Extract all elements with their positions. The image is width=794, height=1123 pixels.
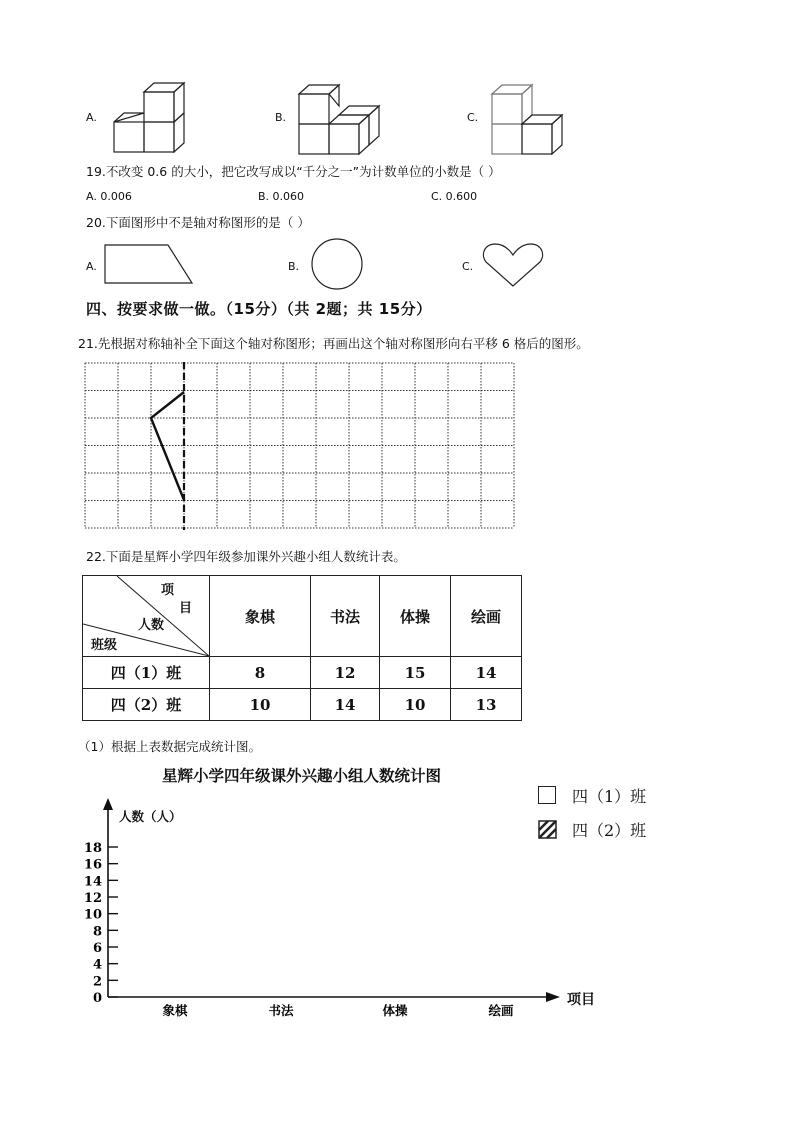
y-tick-label: 14: [83, 874, 102, 890]
y-axis-label: 人数（人）: [119, 809, 182, 824]
trapezoid-icon: [100, 240, 195, 290]
x-category-label: 绘画: [488, 1003, 514, 1018]
legend-label-class1: 四（1）班: [572, 787, 647, 806]
q21-dotted-grid: [82, 360, 522, 532]
y-tick-label: 0: [92, 991, 102, 1006]
x-category-label: 体操: [382, 1003, 408, 1018]
q19-option-b: B. 0.060: [258, 190, 305, 203]
q22-question: 22.下面是星辉小学四年级参加课外兴趣小组人数统计表。: [86, 549, 406, 564]
y-tick-label: 10: [83, 907, 102, 923]
table-cell: 13: [451, 689, 522, 721]
table-header-cell: 象棋: [210, 576, 311, 657]
q18-option-c-cubes-icon: [487, 80, 572, 155]
section-heading: 四、按要求做一做。（15分）（共 2题；共 15分）: [86, 300, 432, 318]
q18-option-a-cubes-icon: [110, 80, 200, 155]
y-tick-label: 16: [83, 857, 102, 873]
q19-option-a: A. 0.006: [86, 190, 132, 203]
q20-option-b: B.: [288, 260, 300, 273]
x-category-label: 书法: [268, 1003, 294, 1018]
circle-icon: [306, 236, 368, 292]
q19-option-c: C. 0.600: [431, 190, 478, 203]
table-header-cell: 书法: [311, 576, 380, 657]
table-cell: 10: [380, 689, 451, 721]
q19-question: 19.不改变 0.6 的大小，把它改写成以“千分之一”为计数单位的小数是（ ）: [86, 164, 501, 179]
q18-option-b-cubes-icon: [294, 80, 394, 155]
corner-label-banji: 班级: [91, 638, 118, 653]
q18-option-c-label: C.: [467, 111, 479, 124]
table-cell: 14: [451, 657, 522, 689]
row-label: 四（1）班: [83, 657, 210, 689]
chart-title: 星辉小学四年级课外兴趣小组人数统计图: [162, 766, 442, 785]
table-row: [83, 689, 522, 721]
x-category-label: 象棋: [162, 1003, 188, 1018]
table-header-cell: 绘画: [451, 576, 522, 657]
table-row: [83, 657, 522, 689]
corner-label-mu: 目: [179, 601, 193, 616]
bar-chart: [60, 790, 570, 1030]
x-axis-arrow-icon: [546, 992, 560, 1002]
table-cell: 12: [311, 657, 380, 689]
corner-label-xiang: 项: [161, 583, 175, 598]
q22-sub1: （1）根据上表数据完成统计图。: [78, 739, 261, 754]
table-cell: 8: [210, 657, 311, 689]
q18-option-a-label: A.: [86, 111, 97, 124]
y-tick-label: 6: [92, 941, 102, 956]
row-label: 四（2）班: [83, 689, 210, 721]
q21-question: 21.先根据对称轴补全下面这个轴对称图形；再画出这个轴对称图形向右平移 6 格后的图形。: [78, 336, 589, 351]
table-cell: 14: [311, 689, 380, 721]
q20-question: 20.下面图形中不是轴对称图形的是（ ）: [86, 215, 310, 230]
y-tick-label: 12: [83, 891, 102, 906]
table-cell: 10: [210, 689, 311, 721]
y-tick-label: 8: [92, 924, 102, 940]
x-axis-label: 项目: [567, 992, 595, 1008]
q18-option-b-label: B.: [275, 111, 287, 124]
corner-label-renshu: 人数: [138, 618, 165, 633]
y-tick-label: 18: [83, 841, 102, 856]
q20-option-a: A.: [86, 260, 97, 273]
table-cell: 15: [380, 657, 451, 689]
y-tick-label: 4: [92, 957, 102, 973]
legend-label-class2: 四（2）班: [572, 821, 647, 840]
y-axis-arrow-icon: [103, 798, 113, 810]
table-header-cell: 体操: [380, 576, 451, 657]
y-tick-label: 2: [92, 974, 102, 990]
q20-option-c: C.: [462, 260, 474, 273]
table-corner-cell: [83, 576, 210, 657]
stat-table: [82, 575, 522, 721]
heart-icon: [480, 240, 546, 292]
